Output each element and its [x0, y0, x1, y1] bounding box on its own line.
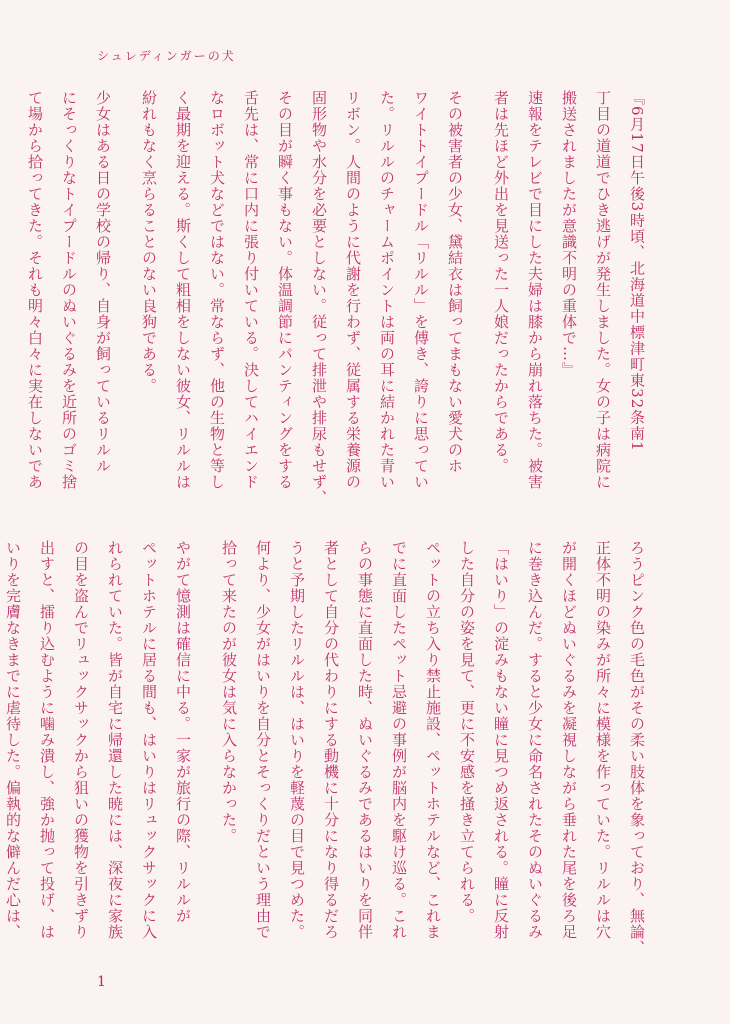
text-line: 固形物や水分を必要としない。従って排泄や排尿もせず、	[310, 90, 328, 506]
text-line: 速報をテレビで目にした夫婦は膝から崩れ落ちた。被害	[526, 90, 544, 490]
text-line: にそっくりなトイプードルのぬいぐるみを近所のゴミ捨	[60, 90, 78, 490]
text-line: 者は先ほど外出を見送った一人娘だったからである。	[492, 90, 510, 474]
text-line: らの事態に直面した時、ぬいぐるみであるはいりを同伴	[356, 540, 374, 940]
text-line: ペットホテルに居る間も、はいりはリュックサックに入	[140, 540, 158, 940]
running-header: シュレディンガーの犬	[97, 49, 236, 63]
text-line: いりを完膚なきまでに虐待した。偏執的な僻んだ心は、	[4, 540, 22, 940]
text-line: ワイトトイプードル「リルル」を傅き、誇りに思ってい	[412, 90, 430, 490]
text-line: でに直面したペット忌避の事例が脳内を駆け巡る。これ	[390, 540, 408, 940]
text-line: の目を盗んでリュックサックから狙いの獲物を引きずり	[72, 540, 90, 940]
text-line: 少女はある日の学校の帰り、自身が飼っているリルル	[94, 90, 112, 474]
text-line: 「はいり」の淀みもない瞳に見つめ返される。瞳に反射	[492, 540, 510, 940]
text-line: やがて憶測は確信に中る。一家が旅行の際、リルルが	[174, 540, 192, 924]
text-line: うと予期したリルルは、はいりを軽蔑の目で見つめた。	[288, 540, 306, 940]
text-line: 舌先は、常に口内に張り付いている。決してハイエンド	[242, 90, 260, 490]
text-line: ペットの立ち入り禁止施設、ペットホテルなど、これま	[424, 540, 442, 940]
text-line: ろうピンク色の毛色がその柔い肢体を象っており、無論、	[628, 540, 646, 956]
text-line: なロボット犬などではない。常ならず、他の生物と等し	[208, 90, 226, 490]
text-line: 出すと、擂り込むように噛み潰し、強か抛って投げ、は	[38, 540, 56, 940]
text-line: て場から拾ってきた。それも明々白々に実在しないであ	[26, 90, 44, 490]
text-line: 者として自分の代わりにする動機に十分になり得るだろ	[322, 540, 340, 940]
text-line: が開くほどぬいぐるみを凝視しながら垂れた尾を後ろ足	[560, 540, 578, 940]
text-block-top	[18, 90, 654, 510]
text-line: 何より、少女がはいりを自分とそっくりだという理由で	[254, 540, 272, 940]
text-line: その被害者の少女、黛結衣は飼ってまもない愛犬のホ	[446, 90, 464, 474]
text-line: 『6月17日午後3時頃、北海道中標津町東32条南1	[628, 90, 646, 452]
text-line: に巻き込んだ。すると少女に命名されたそのぬいぐるみ	[526, 540, 544, 940]
page-number: 1	[97, 974, 106, 990]
text-line: 正体不明の染みが所々に模様を作っていた。リルルは穴	[594, 540, 612, 940]
text-line: 丁目の道道でひき逃げが発生しました。女の子は病院に	[594, 90, 612, 490]
text-block-bottom	[0, 540, 654, 960]
text-line: リボン。人間のように代謝を行わず、従属する栄養源の	[344, 90, 362, 490]
text-line: した自分の姿を見て、更に不安感を掻き立てられる。	[458, 540, 476, 924]
text-line: れられていた。皆が自宅に帰還した暁には、深夜に家族	[106, 540, 124, 940]
text-line: 拾って来たのが彼女は気に入らなかった。	[220, 540, 238, 844]
text-line: 搬送されましたが意識不明の重体で…』	[560, 90, 578, 378]
text-line: 紛れもなく烹らることのない良狗である。	[140, 90, 158, 394]
text-line: た。リルルのチャームポイントは両の耳に結かれた青い	[378, 90, 396, 490]
text-line: く最期を迎える。斯くして粗相をしない彼女、リルルは	[174, 90, 192, 490]
text-line: その目が瞬く事もない。体温調節にパンティングをする	[276, 90, 294, 490]
